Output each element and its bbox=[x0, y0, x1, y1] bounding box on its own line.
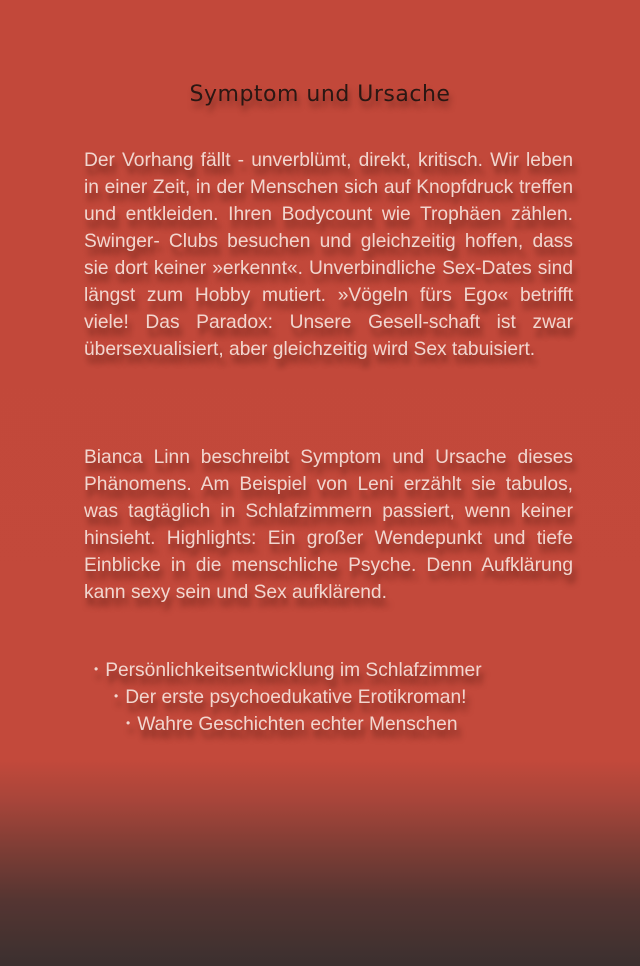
list-item bbox=[126, 711, 458, 738]
list-item-text: Wahre Geschichten echter Menschen bbox=[137, 714, 458, 735]
list-item bbox=[114, 684, 466, 711]
list-item bbox=[94, 657, 482, 684]
bullet-icon: • bbox=[114, 689, 119, 704]
bullet-icon: • bbox=[94, 662, 99, 677]
description-paragraph-2: Bianca Linn beschreibt Symptom und Ursache dieses Phänomens. Am Beispiel von Leni erzählt sie tabulos, was tagtäglich in Schlafzimmern passiert, wenn keiner hinsieht. Highlights: Ein großer Wendepunkt und tiefe Einblicke in die menschliche Psyche. Denn Aufklärung kann sexy sein und Sex aufklärend. bbox=[84, 447, 573, 603]
description-paragraph-1: Der Vorhang fällt - unverblümt, direkt, kritisch. Wir leben in einer Zeit, in der Menschen sich auf Knopfdruck treffen und entkleiden. Ihren Bodycount wie Trophäen zählen. Swinger- Clubs besuchen und gleichzeitig hoffen, dass sie dort keiner »erkennt«. Unverbindliche Sex-Dates sind längst zum Hobby mutiert. »Vögeln fürs Ego« betrifft viele! Das Paradox: Unsere Gesell-schaft ist zwar übersexualisiert, aber gleichzeitig wird Sex tabuisiert. bbox=[84, 150, 573, 360]
list-item-text: Der erste psychoedukative Erotikroman! bbox=[125, 687, 467, 708]
bullet-icon: • bbox=[126, 716, 131, 731]
cover-title: Symptom und Ursache bbox=[189, 82, 451, 107]
list-item-text: Persönlichkeitsentwicklung im Schlafzimmer bbox=[105, 660, 482, 681]
